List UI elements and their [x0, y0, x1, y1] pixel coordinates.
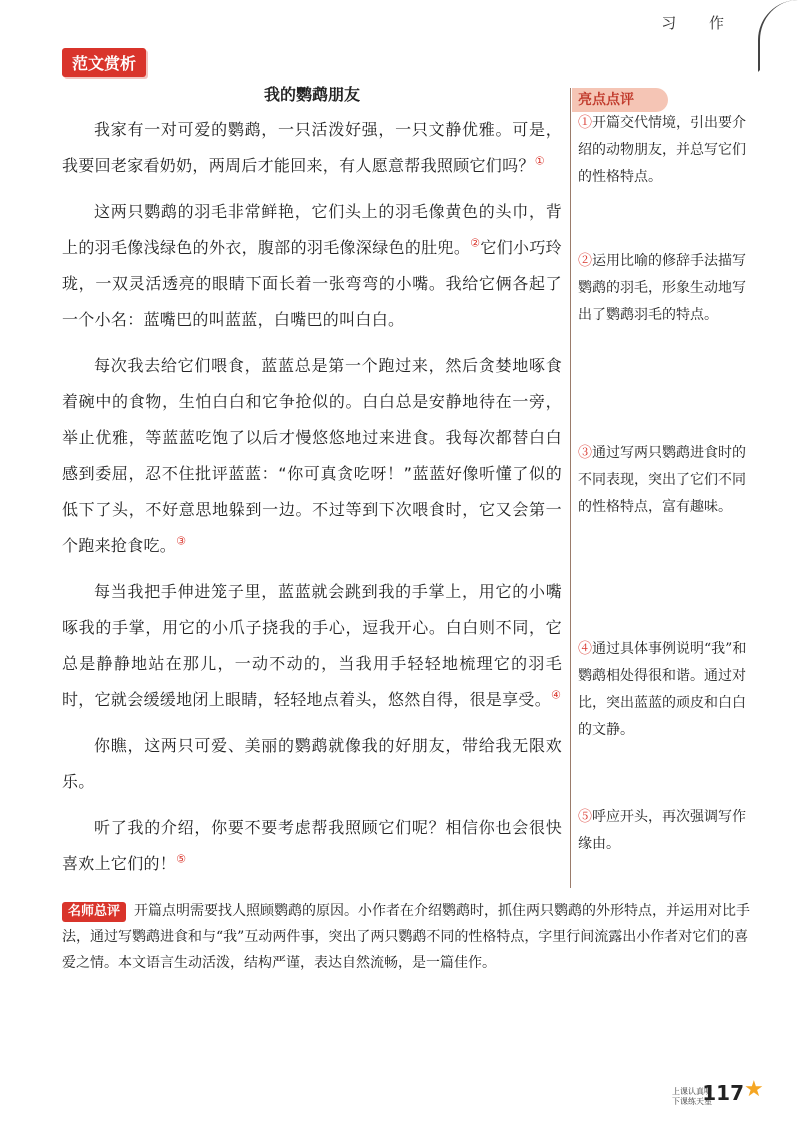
paragraph-text: 每次我去给它们喂食，蓝蓝总是第一个跑过来，然后贪婪地啄食着碗中的食物，生怕白白和它争抢似的。白白总是安静地待在一旁，举止优雅，等蓝蓝吃饱了以后才慢悠悠地过来进食。我每次都替白白感到委屈，忍不住批评蓝蓝：“你可真贪吃呀！”蓝蓝好像听懂了似的低下了头，不好意思地躲到一边。不过等到下次喂食时，它又会第一个跑来抢食吃。	[62, 356, 562, 555]
section-badge: 范文赏析	[62, 48, 146, 77]
paragraph-text: 这两只鹦鹉的羽毛非常鲜艳，它们头上的羽毛像黄色的头巾，背上的羽毛像浅绿色的外衣，腹部的羽毛像深绿色的肚兜。	[62, 202, 562, 257]
paragraph-4	[62, 574, 562, 718]
paragraph-text: 我家有一对可爱的鹦鹉，一只活泼好强，一只文静优雅。可是，我要回老家看奶奶，两周后才能回来，有人愿意帮我照顾它们吗？	[62, 120, 562, 175]
paragraph-5	[62, 728, 562, 800]
paragraph-text: 每当我把手伸进笼子里，蓝蓝就会跳到我的手掌上，用它的小嘴啄我的手掌，用它的小爪子挠我的手心，逗我开心。白白则不同，它总是静静地站在那儿，一动不动的，当我用手轻轻地梳理它的羽毛时，它就会缓缓地闭上眼睛，轻轻地点着头，悠然自得，很是享受。	[62, 582, 562, 709]
comment-4	[578, 636, 748, 744]
slogan-line: 下课练天星	[672, 1097, 712, 1106]
summary-text: 开篇点明需要找人照顾鹦鹉的原因。小作者在介绍鹦鹉时，抓住两只鹦鹉的外形特点，并运用对比手法，通过写鹦鹉进食和与“我”互动两件事，突出了两只鹦鹉不同的性格特点，字里行间流露出小作者对它们的喜爱之情。本文语言生动活泼，结构严谨，表达自然流畅，是一篇佳作。	[62, 903, 751, 971]
note-marker: ⑤	[176, 852, 187, 866]
note-marker: ②	[470, 236, 481, 250]
paragraph-text: 你瞧，这两只可爱、美丽的鹦鹉就像我的好朋友，带给我无限欢乐。	[62, 736, 562, 791]
slogan-line: 上课认真听	[672, 1087, 712, 1096]
side-heading: 亮点点评	[572, 88, 668, 112]
column-divider	[570, 88, 571, 888]
essay-title: 我的鹦鹉朋友	[263, 85, 360, 104]
comment-number: ①	[578, 115, 592, 131]
paragraph-text: 听了我的介绍，你要不要考虑帮我照顾它们呢？相信你也会很快喜欢上它们的！	[62, 818, 562, 873]
paragraph-3	[62, 348, 562, 564]
teacher-summary	[62, 898, 752, 976]
comment-number: ④	[578, 641, 592, 657]
comment-5	[578, 804, 748, 858]
comment-number: ⑤	[578, 809, 592, 825]
comment-text: 通过写两只鹦鹉进食时的不同表现，突出了它们不同的性格特点，富有趣味。	[578, 445, 746, 515]
paragraph-1	[62, 112, 562, 184]
comment-3	[578, 440, 748, 521]
paragraph-2	[62, 194, 562, 338]
comment-1	[578, 110, 748, 191]
comment-number: ③	[578, 445, 592, 461]
comment-2	[578, 248, 748, 329]
note-marker: ③	[176, 534, 187, 548]
note-marker: ①	[534, 154, 545, 168]
comment-number: ②	[578, 253, 592, 269]
page-number: 117	[702, 1081, 744, 1105]
comment-text: 呼应开头，再次强调写作缘由。	[578, 809, 746, 852]
comment-text: 通过具体事例说明“我”和鹦鹉相处得很和谐。通过对比，突出蓝蓝的顽皮和白白的文静。	[578, 641, 747, 738]
comment-text: 开篇交代情境，引出要介绍的动物朋友，并总写它们的性格特点。	[578, 115, 746, 185]
corner-decoration	[758, 0, 800, 72]
star-icon: ★	[744, 1077, 764, 1102]
summary-badge: 名师总评	[62, 902, 126, 922]
comment-text: 运用比喻的修辞手法描写鹦鹉的羽毛，形象生动地写出了鹦鹉羽毛的特点。	[578, 253, 746, 323]
paragraph-6	[62, 810, 562, 882]
chapter-tag: 习 作	[661, 14, 738, 32]
note-marker: ④	[551, 688, 562, 702]
essay-body	[62, 112, 562, 892]
paragraph-text: 它们小巧玲珑，一双灵活透亮的眼睛下面长着一张弯弯的小嘴。我给它俩各起了一个小名：蓝嘴巴的叫蓝蓝，白嘴巴的叫白白。	[62, 238, 562, 329]
